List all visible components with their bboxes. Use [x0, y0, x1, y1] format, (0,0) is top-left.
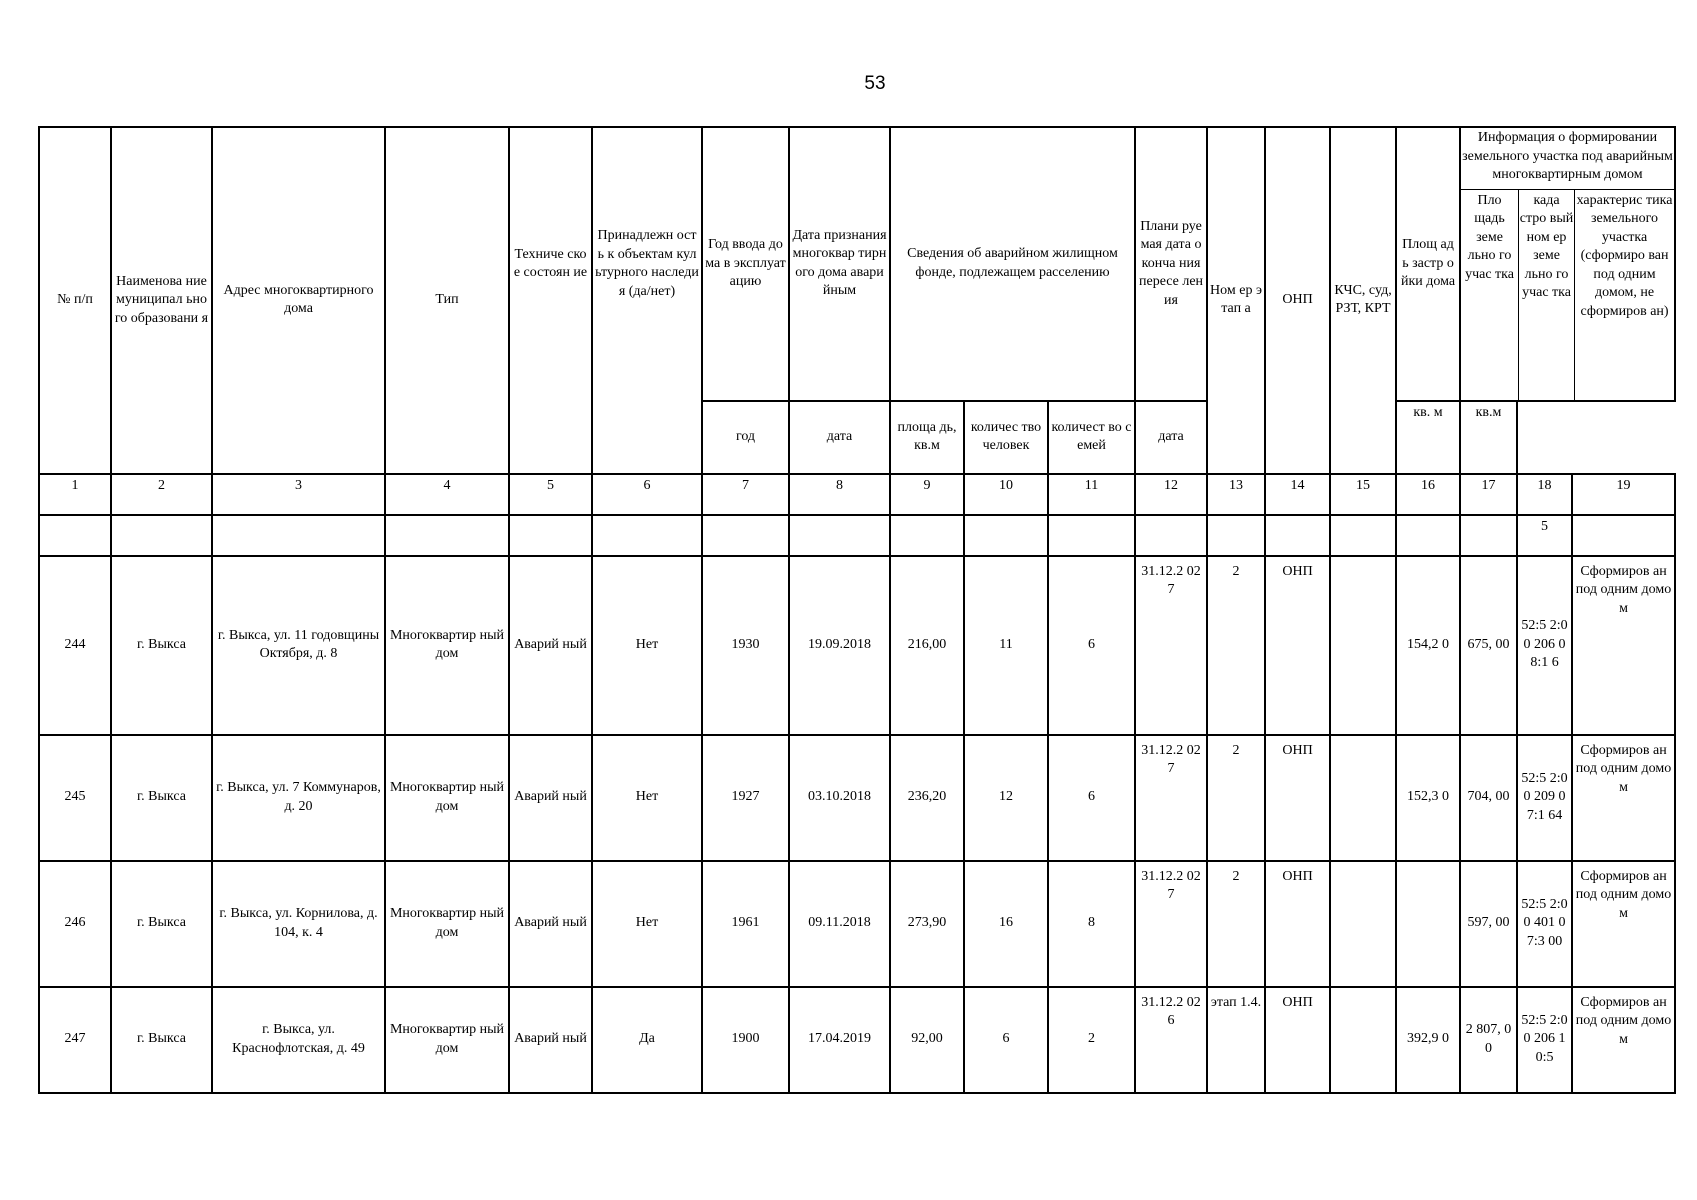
column-number-cell: 6 — [592, 474, 702, 515]
blank-cell — [1572, 515, 1675, 556]
cell-area: 92,00 — [890, 987, 964, 1093]
land-info-title: Информация о формировании земельного участка под аварийным многоквартирным домом — [1461, 129, 1674, 190]
blank-cell — [1460, 515, 1517, 556]
blank-cell — [1048, 515, 1135, 556]
blank-cell — [1396, 515, 1460, 556]
column-number-cell: 10 — [964, 474, 1048, 515]
cell-stage: этап 1.4. — [1207, 987, 1265, 1093]
blank-cell — [702, 515, 789, 556]
cell-onp: ОНП — [1265, 987, 1330, 1093]
blank-cell — [385, 515, 509, 556]
cell-state: Аварий ный — [509, 556, 592, 735]
table-row — [39, 987, 1675, 1093]
header-cell-year: Год ввода дома в эксплуат ацию — [702, 127, 789, 401]
column-number-cell: 17 — [1460, 474, 1517, 515]
column-number-cell: 19 — [1572, 474, 1675, 515]
blank-cell — [1207, 515, 1265, 556]
blank-cell — [212, 515, 385, 556]
cell-character: Сформиров ан под одним домом — [1572, 987, 1675, 1093]
unit-cell-families: количест во семей — [1048, 401, 1135, 474]
header-cell-kchs: КЧС, суд, РЗТ, КРТ — [1330, 127, 1396, 474]
column-number-cell: 2 — [111, 474, 212, 515]
cell-state: Аварий ный — [509, 735, 592, 861]
cell-n: 245 — [39, 735, 111, 861]
cell-people: 16 — [964, 861, 1048, 987]
cell-land-area: 2 807, 00 — [1460, 987, 1517, 1093]
cell-state: Аварий ный — [509, 987, 592, 1093]
unit-cell-people: количес тво человек — [964, 401, 1048, 474]
header-cell-number: № п/п — [39, 127, 111, 474]
cell-character: Сформиров ан под одним домом — [1572, 861, 1675, 987]
unit-cell-planned-date: дата — [1135, 401, 1207, 474]
column-number-row — [39, 474, 1675, 515]
cell-heritage: Да — [592, 987, 702, 1093]
cell-cadastral: 52:5 2:00 209 07:1 64 — [1517, 735, 1572, 861]
cell-kchs — [1330, 556, 1396, 735]
header-cell-land-info — [1460, 127, 1675, 401]
header-cell-land-area: Пло щадь земе льно го учас тка — [1461, 190, 1519, 400]
cell-type: Многоквартир ный дом — [385, 987, 509, 1093]
header-cell-land-character: характерис тика земельного участка (сформиро ван под одним домом, не сформиров ан) — [1576, 192, 1673, 319]
cell-mun: г. Выкса — [111, 987, 212, 1093]
cell-area: 273,90 — [890, 861, 964, 987]
cell-year: 1961 — [702, 861, 789, 987]
cell-mun: г. Выкса — [111, 735, 212, 861]
cell-heritage: Нет — [592, 556, 702, 735]
column-number-cell: 12 — [1135, 474, 1207, 515]
header-cell-type: Тип — [385, 127, 509, 474]
cell-addr: г. Выкса, ул. Корнилова, д. 104, к. 4 — [212, 861, 385, 987]
cell-build-area — [1396, 861, 1460, 987]
cell-build-area: 392,9 0 — [1396, 987, 1460, 1093]
cell-stage: 2 — [1207, 556, 1265, 735]
cell-build-area: 152,3 0 — [1396, 735, 1460, 861]
header-cell-building-area: Площ адь застр ойки дома — [1396, 127, 1460, 401]
unit-cell-heritage — [592, 401, 702, 474]
page-number: 53 — [864, 73, 886, 94]
cell-year: 1930 — [702, 556, 789, 735]
unit-cell-date: дата — [789, 401, 890, 474]
cell-people: 11 — [964, 556, 1048, 735]
cell-onp: ОНП — [1265, 861, 1330, 987]
unit-cell-year: год — [702, 401, 789, 474]
cell-character: Сформиров ан под одним домом — [1572, 735, 1675, 861]
cell-land-area: 597, 00 — [1460, 861, 1517, 987]
cell-onp: ОНП — [1265, 735, 1330, 861]
column-number-cell: 8 — [789, 474, 890, 515]
cell-kchs — [1330, 987, 1396, 1093]
header-cell-stage: Ном ер этап а — [1207, 127, 1265, 474]
column-number-cell: 16 — [1396, 474, 1460, 515]
cell-plan-date: 31.12.2 027 — [1135, 735, 1207, 861]
cell-cadastral: 52:5 2:00 401 07:3 00 — [1517, 861, 1572, 987]
header-cell-municipality: Наименова ние муниципал ьного образовани я — [111, 127, 212, 474]
cell-area: 216,00 — [890, 556, 964, 735]
header-cell-condition: Техниче ское состоян ие — [509, 127, 592, 401]
cell-families: 6 — [1048, 735, 1135, 861]
cell-build-area: 154,2 0 — [1396, 556, 1460, 735]
cell-stage: 2 — [1207, 861, 1265, 987]
cell-mun: г. Выкса — [111, 861, 212, 987]
column-number-cell: 9 — [890, 474, 964, 515]
cell-date: 09.11.2018 — [789, 861, 890, 987]
cell-date: 03.10.2018 — [789, 735, 890, 861]
cell-type: Многоквартир ный дом — [385, 556, 509, 735]
blank-cell — [1265, 515, 1330, 556]
blank-cell — [789, 515, 890, 556]
cell-onp: ОНП — [1265, 556, 1330, 735]
column-number-cell: 13 — [1207, 474, 1265, 515]
cell-families: 8 — [1048, 861, 1135, 987]
unit-cell-area: площа дь, кв.м — [890, 401, 964, 474]
column-number-cell: 14 — [1265, 474, 1330, 515]
header-cell-address: Адрес многоквартирного дома — [212, 127, 385, 474]
unit-cell-building-area: кв. м — [1396, 401, 1460, 474]
cell-cadastral: 52:5 2:00 206 10:5 — [1517, 987, 1572, 1093]
cell-cadastral: 52:5 2:00 206 08:1 6 — [1517, 556, 1572, 735]
header-cell-onp: ОНП — [1265, 127, 1330, 474]
cell-kchs — [1330, 735, 1396, 861]
cell-people: 12 — [964, 735, 1048, 861]
cell-mun: г. Выкса — [111, 556, 212, 735]
column-number-cell: 11 — [1048, 474, 1135, 515]
blank-cell — [39, 515, 111, 556]
cell-date: 19.09.2018 — [789, 556, 890, 735]
cell-families: 6 — [1048, 556, 1135, 735]
cell-families: 2 — [1048, 987, 1135, 1093]
blank-row — [39, 515, 1675, 556]
blank-cell — [964, 515, 1048, 556]
cell-type: Многоквартир ный дом — [385, 735, 509, 861]
unit-cell-land-area: кв.м — [1460, 401, 1517, 474]
cell-year: 1927 — [702, 735, 789, 861]
cell-state: Аварий ный — [509, 861, 592, 987]
header-row — [39, 127, 1675, 401]
column-number-cell: 1 — [39, 474, 111, 515]
blank-cell — [592, 515, 702, 556]
cell-land-area: 675, 00 — [1460, 556, 1517, 735]
cell-people: 6 — [964, 987, 1048, 1093]
column-number-cell: 4 — [385, 474, 509, 515]
cell-date: 17.04.2019 — [789, 987, 890, 1093]
table-row — [39, 556, 1675, 735]
cell-plan-date: 31.12.2 027 — [1135, 861, 1207, 987]
cell-n: 246 — [39, 861, 111, 987]
column-number-cell: 15 — [1330, 474, 1396, 515]
cell-n: 244 — [39, 556, 111, 735]
header-cell-planned-date: Плани руемая дата оконча ния пересе ления — [1135, 127, 1207, 401]
cell-land-area: 704, 00 — [1460, 735, 1517, 861]
table-row — [39, 735, 1675, 861]
cell-stage: 2 — [1207, 735, 1265, 861]
column-number-cell: 7 — [702, 474, 789, 515]
header-cell-heritage: Принадлежн ость к объектам культурного наследия (да/нет) — [592, 127, 702, 401]
header-cell-emergency-fund: Сведения об аварийном жилищном фонде, подлежащем расселению — [890, 127, 1135, 401]
cell-area: 236,20 — [890, 735, 964, 861]
cell-character: Сформиров ан под одним домом — [1572, 556, 1675, 735]
cell-n: 247 — [39, 987, 111, 1093]
unit-cell-condition — [509, 401, 592, 474]
cell-heritage: Нет — [592, 735, 702, 861]
cell-plan-date: 31.12.2 027 — [1135, 556, 1207, 735]
cell-addr: г. Выкса, ул. 11 годовщины Октября, д. 8 — [212, 556, 385, 735]
column-number-cell: 3 — [212, 474, 385, 515]
blank-cell — [509, 515, 592, 556]
column-number-cell: 18 — [1517, 474, 1572, 515]
header-cell-cadastral: када стро вый ном ер земе льно го учас тка — [1519, 190, 1575, 400]
blank-cell — [1330, 515, 1396, 556]
cell-year: 1900 — [702, 987, 789, 1093]
blank-cell — [890, 515, 964, 556]
cell-addr: г. Выкса, ул. Краснофлотская, д. 49 — [212, 987, 385, 1093]
blank-cell: 5 — [1517, 515, 1572, 556]
housing-register-table — [38, 126, 1676, 1094]
cell-plan-date: 31.12.2 026 — [1135, 987, 1207, 1093]
header-cell-recognition-date: Дата признания многоквар тирного дома аварийным — [789, 127, 890, 401]
blank-cell — [111, 515, 212, 556]
cell-kchs — [1330, 861, 1396, 987]
table-row — [39, 861, 1675, 987]
cell-heritage: Нет — [592, 861, 702, 987]
cell-type: Многоквартир ный дом — [385, 861, 509, 987]
blank-cell — [1135, 515, 1207, 556]
cell-addr: г. Выкса, ул. 7 Коммунаров, д. 20 — [212, 735, 385, 861]
column-number-cell: 5 — [509, 474, 592, 515]
